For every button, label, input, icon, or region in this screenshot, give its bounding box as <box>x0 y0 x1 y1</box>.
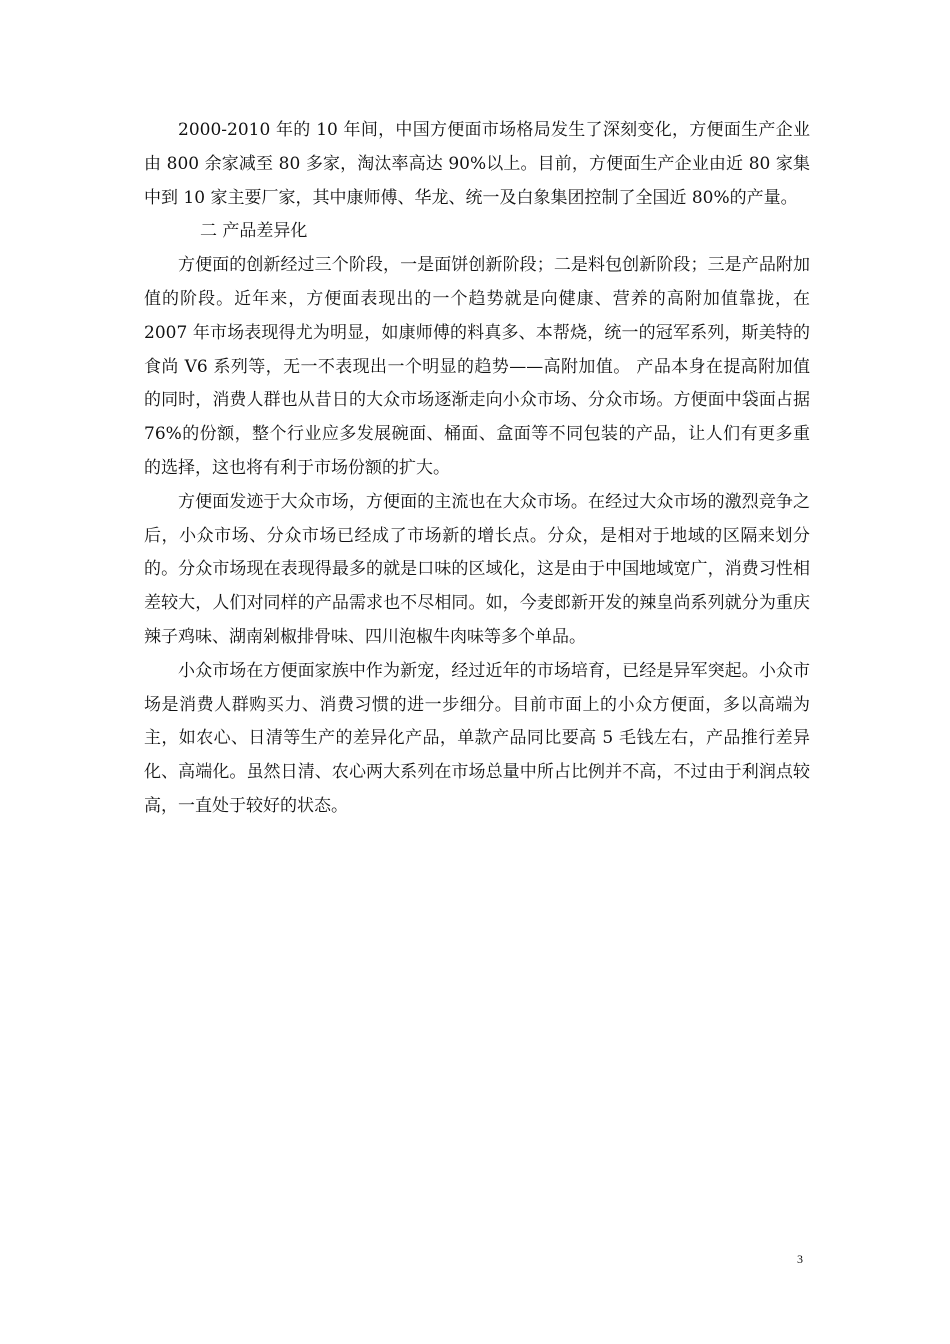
paragraph-market-landscape: 2000-2010 年的 10 年间，中国方便面市场格局发生了深刻变化，方便面生产企业由 800 余家减至 80 多家，淘汰率高达 90%以上。目前，方便面生产企业由近 80 家集中到 10 家主要厂家，其中康师傅、华龙、统一及白象集团控制了全国近 80%的产量。 <box>144 120 810 208</box>
paragraph-mass-market: 方便面发迹于大众市场，方便面的主流也在大众市场。在经过大众市场的激烈竞争之后，小众市场、分众市场已经成了市场新的增长点。分众，是相对于地域的区隔来划分的。分众市场现在表现得最多的就是口味的区域化，这是由于中国地域宽广，消费习性相差较大，人们对同样的产品需求也不尽相同。如，今麦郎新开发的辣皇尚系列就分为重庆辣子鸡味、湖南剁椒排骨味、四川泡椒牛肉味等多个单品。 <box>144 491 810 647</box>
section-heading: 二 产品差异化 <box>200 221 308 242</box>
paragraph-niche-market: 小众市场在方便面家族中作为新宠，经过近年的市场培育，已经是异军突起。小众市场是消费人群购买力、消费习惯的进一步细分。目前市面上的小众方便面，多以高端为主，如农心、日清等生产的差异化产品，单款产品同比要高 5 毛钱左右，产品推行差异化、高端化。虽然日清、农心两大系列在市场总量中所占比例并不高，不过由于利润点较高，一直处于较好的状态。 <box>144 660 810 816</box>
document-body <box>144 114 810 824</box>
paragraph-innovation-stages: 方便面的创新经过三个阶段，一是面饼创新阶段；二是料包创新阶段；三是产品附加值的阶段。近年来，方便面表现出的一个趋势就是向健康、营养的高附加值靠拢，在 2007 年市场表现得尤为明显，如康师傅的料真多、本帮烧，统一的冠军系列，斯美特的食尚 V6 系列等，无一不表现出一个明显的趋势——高附加值。 产品本身在提高附加值的同时，消费人群也从昔日的大众市场逐渐走向小众市场、分众市场。方便面中袋面占据 76%的份额，整个行业应多发展碗面、桶面、盒面等不同包装的产品，让人们有更多重的选择，这也将有利于市场份额的扩大。 <box>144 255 810 478</box>
page-number: 3 <box>797 1252 803 1266</box>
